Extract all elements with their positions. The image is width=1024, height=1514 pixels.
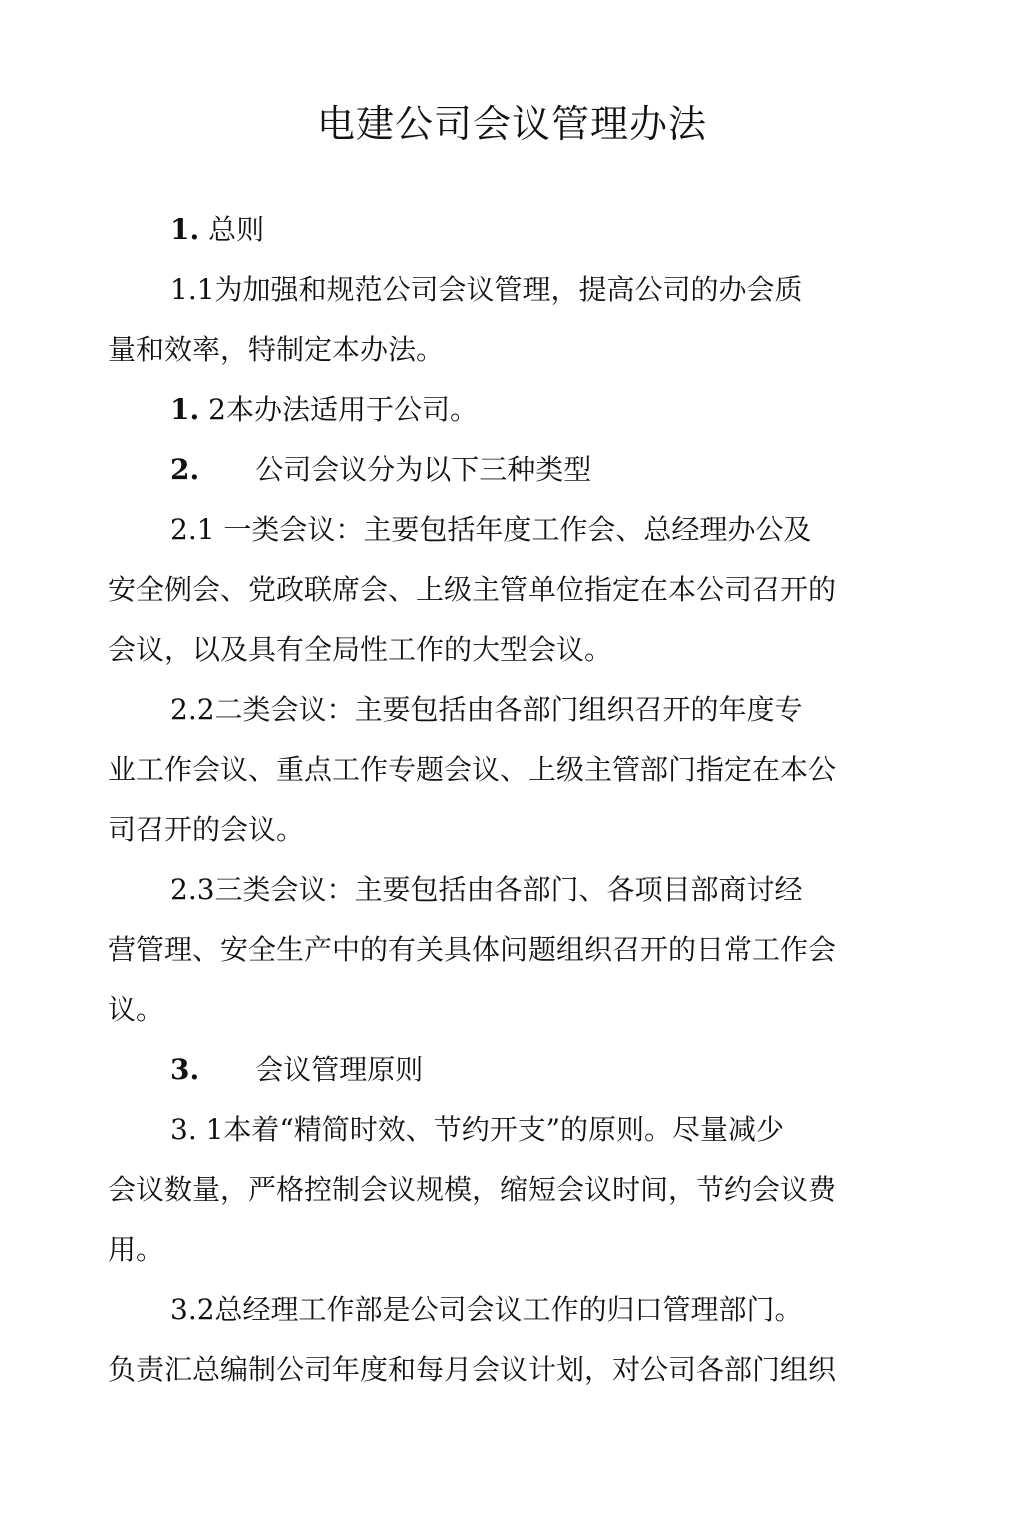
paragraph-line xyxy=(108,380,868,440)
paragraph-line: 会议数量，严格控制会议规模，缩短会议时间，节约会议费 xyxy=(108,1173,837,1206)
paragraph-line: 安全例会、党政联席会、上级主管单位指定在本公司召开的 xyxy=(108,573,837,606)
paragraph-line: 营管理、安全生产中的有关具体问题组织召开的日常工作会 xyxy=(108,933,837,966)
paragraph-line: 3.2总经理工作部是公司会议工作的归口管理部门。 xyxy=(170,1293,803,1326)
document-body xyxy=(108,200,868,1400)
section-number: 3. xyxy=(170,1053,200,1086)
paragraph-line: 负责汇总编制公司年度和每月会议计划，对公司各部门组织 xyxy=(108,1353,837,1386)
paragraph-line: 司召开的会议。 xyxy=(108,813,305,846)
paragraph-line: 会议，以及具有全局性工作的大型会议。 xyxy=(108,633,613,666)
clause-text: 2本办法适用于公司。 xyxy=(208,393,478,426)
paragraph-line: 议。 xyxy=(108,993,165,1026)
section-title: 总则 xyxy=(208,213,265,246)
section-number: 1. xyxy=(170,213,200,246)
section-heading-2 xyxy=(108,440,868,500)
paragraph-line: 量和效率，特制定本办法。 xyxy=(108,333,445,366)
paragraph-line: 2.1 一类会议：主要包括年度工作会、总经理办公及 xyxy=(170,513,812,546)
section-heading-3 xyxy=(108,1040,868,1100)
paragraph-line: 2.3三类会议：主要包括由各部门、各项目部商讨经 xyxy=(170,873,803,906)
clause-number: 1. xyxy=(170,393,200,426)
paragraph-line: 用。 xyxy=(108,1233,165,1266)
section-number: 2. xyxy=(170,453,200,486)
section-heading-1 xyxy=(108,200,868,260)
paragraph-line: 3. 1本着“精简时效、节约开支”的原则。尽量减少 xyxy=(170,1113,785,1146)
section-title: 公司会议分为以下三种类型 xyxy=(255,453,592,486)
paragraph-line: 2.2二类会议：主要包括由各部门组织召开的年度专 xyxy=(170,693,803,726)
paragraph-line: 1.1为加强和规范公司会议管理，提高公司的办会质 xyxy=(170,273,803,306)
paragraph-line: 业工作会议、重点工作专题会议、上级主管部门指定在本公 xyxy=(108,753,837,786)
section-title: 会议管理原则 xyxy=(255,1053,424,1086)
document-title: 电建公司会议管理办法 xyxy=(316,102,707,146)
